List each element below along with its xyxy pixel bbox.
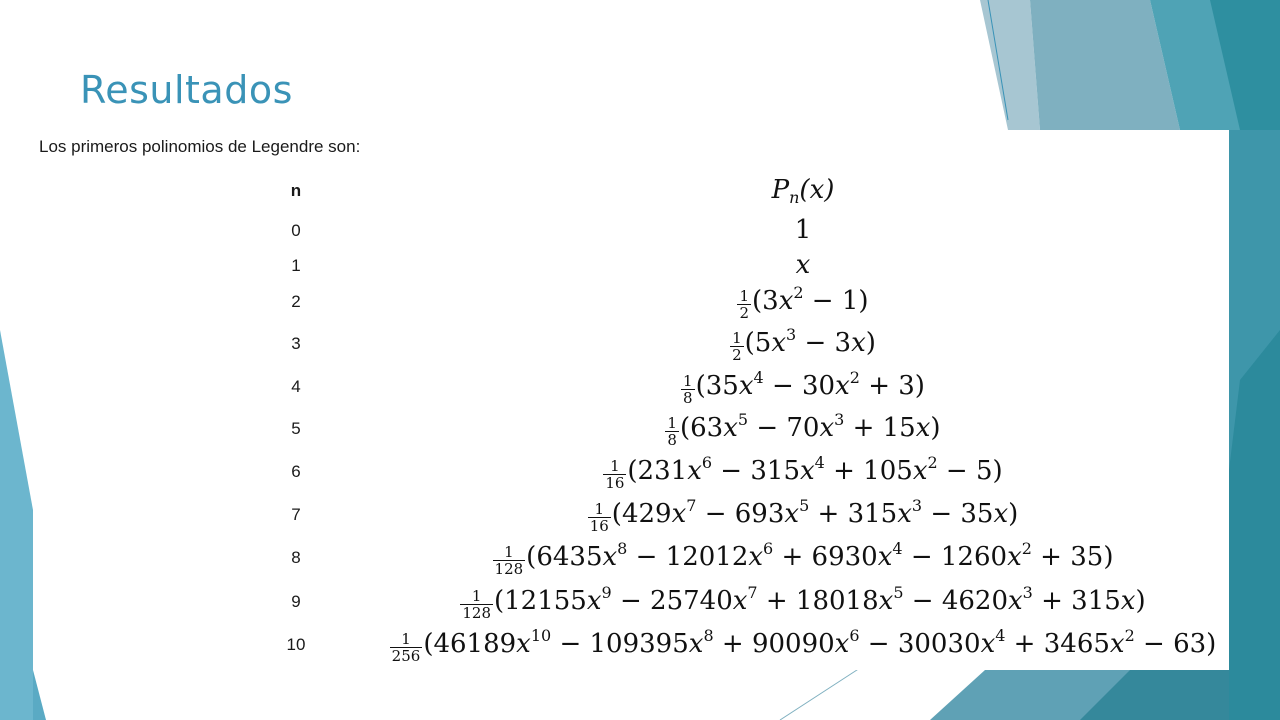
- fraction-denominator: 128: [462, 604, 491, 622]
- coefficient-fraction: [737, 288, 751, 321]
- variable-x: x: [834, 629, 850, 659]
- exponent: 3: [786, 325, 797, 344]
- variable-x: x: [738, 371, 754, 401]
- poly-term: − 63): [1134, 629, 1217, 659]
- variable-x: x: [687, 456, 702, 486]
- poly-term: − 3: [796, 328, 852, 358]
- poly-term: − 4620: [903, 586, 1008, 616]
- fraction-numerator: 1: [739, 287, 749, 305]
- fraction-numerator: 1: [683, 372, 693, 390]
- fraction-numerator: 1: [732, 329, 742, 347]
- variable-x: x: [912, 456, 928, 486]
- fraction-numerator: 1: [460, 588, 493, 605]
- exponent: 8: [703, 626, 714, 645]
- row-n-value: 8: [291, 548, 301, 567]
- variable-x: x: [915, 413, 931, 443]
- poly-term: − 5): [937, 456, 1003, 486]
- left-sliver: [0, 330, 33, 720]
- fraction-denominator: 16: [605, 474, 625, 492]
- coefficient-fraction: [603, 458, 626, 491]
- fraction-numerator: 1: [493, 544, 526, 561]
- row-polynomial: [318, 496, 1280, 535]
- poly-term: + 18018: [757, 586, 879, 616]
- fraction-denominator: 8: [683, 389, 693, 407]
- fraction-numerator: 1: [390, 631, 423, 648]
- poly-term: − 1): [803, 286, 869, 316]
- poly-term: + 90090: [713, 629, 835, 659]
- fraction-numerator: 1: [588, 501, 611, 518]
- exponent: 2: [793, 283, 804, 302]
- fraction-denominator: 128: [494, 560, 524, 578]
- exponent: 3: [1022, 583, 1033, 602]
- column-header-n: n: [290, 181, 302, 200]
- variable-x: x: [1007, 542, 1022, 572]
- variable-x: x: [732, 586, 748, 616]
- variable-x: x: [771, 328, 787, 358]
- exponent: 9: [601, 583, 612, 602]
- row-polynomial: [318, 250, 1280, 280]
- coefficient-fraction: [665, 415, 679, 448]
- exponent: 6: [849, 626, 860, 645]
- intro-text: Los primeros polinomios de Legendre son:: [39, 137, 361, 156]
- exponent: 7: [747, 583, 758, 602]
- variable-x: x: [878, 586, 894, 616]
- poly-term: − 315: [712, 456, 800, 486]
- variable-x: x: [784, 499, 800, 529]
- poly-term: ): [1008, 499, 1019, 529]
- poly-term: (12155: [494, 586, 587, 616]
- poly-term: + 105: [824, 456, 913, 486]
- poly-term: + 35): [1031, 542, 1114, 572]
- row-n-value: 4: [291, 377, 301, 396]
- poly-term: + 315: [809, 499, 898, 529]
- poly-term: − 70: [748, 413, 820, 443]
- variable-x: x: [897, 499, 912, 529]
- row-n-value: 3: [291, 334, 301, 353]
- coefficient-fraction: [681, 373, 695, 406]
- poly-term: − 693: [696, 499, 785, 529]
- poly-term: (46189: [423, 629, 517, 659]
- poly-term: + 3): [859, 371, 925, 401]
- poly-term: 1: [794, 215, 812, 245]
- variable-x: x: [723, 413, 738, 443]
- variable-x: x: [778, 286, 794, 316]
- variable-x: x: [835, 371, 850, 401]
- variable-x: x: [1120, 586, 1136, 616]
- variable-x: x: [671, 499, 687, 529]
- variable-x: x: [688, 629, 704, 659]
- row-n-value: 7: [291, 505, 301, 524]
- poly-term: − 109395: [551, 629, 689, 659]
- variable-x: x: [795, 250, 811, 280]
- row-polynomial: [318, 410, 1280, 449]
- variable-x: x: [1109, 629, 1125, 659]
- exponent: 8: [617, 539, 628, 558]
- header-p-symbol: P: [771, 175, 790, 205]
- row-polynomial: [318, 215, 1280, 245]
- poly-term: − 30: [763, 371, 836, 401]
- coefficient-fraction: [730, 330, 744, 363]
- exponent: 4: [814, 453, 825, 472]
- fraction-denominator: 2: [732, 346, 742, 364]
- exponent: 5: [799, 496, 810, 515]
- row-polynomial: [318, 539, 1280, 578]
- column-header-pn: [318, 175, 1280, 205]
- poly-term: + 6930: [773, 542, 878, 572]
- poly-term: ): [1135, 586, 1146, 616]
- row-polynomial: [318, 368, 1280, 407]
- fraction-denominator: 256: [391, 647, 421, 665]
- variable-x: x: [516, 629, 531, 659]
- header-p-subscript: n: [789, 188, 800, 207]
- exponent: 10: [530, 626, 552, 645]
- exponent: 2: [927, 453, 938, 472]
- facet-pale: [980, 0, 1040, 130]
- variable-x: x: [1007, 586, 1023, 616]
- variable-x: x: [877, 542, 893, 572]
- fraction-denominator: 16: [589, 517, 609, 535]
- fraction-numerator: 1: [667, 414, 677, 432]
- exponent: 3: [834, 410, 845, 429]
- coefficient-fraction: [588, 501, 611, 534]
- exponent: 2: [849, 368, 860, 387]
- row-polynomial: [318, 626, 1280, 665]
- poly-term: − 35: [922, 499, 994, 529]
- poly-term: + 315: [1032, 586, 1121, 616]
- variable-x: x: [800, 456, 815, 486]
- poly-term: (5: [744, 328, 772, 358]
- variable-x: x: [586, 586, 602, 616]
- left-sliver-bottom: [33, 670, 46, 720]
- exponent: 2: [1021, 539, 1032, 558]
- exponent: 4: [753, 368, 764, 387]
- exponent: 3: [911, 496, 923, 515]
- fraction-denominator: 8: [667, 431, 677, 449]
- coefficient-fraction: [493, 544, 526, 577]
- exponent: 5: [893, 583, 904, 602]
- exponent: 6: [701, 453, 713, 472]
- legendre-table-image: [33, 131, 1229, 670]
- row-n-value: 10: [286, 635, 306, 654]
- fraction-numerator: 1: [603, 458, 626, 475]
- variable-x: x: [851, 328, 866, 358]
- row-n-value: 5: [291, 419, 301, 438]
- variable-x: x: [993, 499, 1009, 529]
- fraction-denominator: 2: [739, 304, 749, 322]
- row-n-value: 1: [291, 256, 301, 275]
- poly-term: − 1260: [902, 542, 1008, 572]
- row-n-value: 6: [291, 462, 301, 481]
- row-polynomial: [318, 325, 1280, 364]
- poly-term: (6435: [526, 542, 603, 572]
- poly-term: (35: [695, 371, 739, 401]
- exponent: 4: [995, 626, 1006, 645]
- poly-term: ): [865, 328, 876, 358]
- variable-x: x: [602, 542, 618, 572]
- row-polynomial: [318, 453, 1280, 492]
- row-polynomial: [318, 283, 1280, 322]
- row-n-value: 0: [291, 221, 301, 240]
- slide-title: Resultados: [80, 68, 293, 112]
- exponent: 6: [763, 539, 774, 558]
- variable-x: x: [748, 542, 764, 572]
- accent-line-bottom: [780, 668, 860, 720]
- exponent: 4: [892, 539, 903, 558]
- poly-term: + 3465: [1005, 629, 1110, 659]
- coefficient-fraction: [460, 588, 493, 621]
- poly-term: − 30030: [859, 629, 981, 659]
- poly-term: − 12012: [627, 542, 749, 572]
- variable-x: x: [819, 413, 835, 443]
- poly-term: + 15: [844, 413, 916, 443]
- poly-term: (231: [627, 456, 688, 486]
- row-polynomial: [318, 583, 1280, 622]
- poly-term: (3: [752, 286, 779, 316]
- header-p-argument: (x): [799, 175, 835, 205]
- poly-term: (63: [679, 413, 724, 443]
- coefficient-fraction: [390, 631, 423, 664]
- row-n-value: 9: [291, 592, 301, 611]
- exponent: 7: [686, 496, 697, 515]
- poly-term: (429: [611, 499, 672, 529]
- variable-x: x: [980, 629, 996, 659]
- exponent: 2: [1124, 626, 1135, 645]
- poly-term: − 25740: [611, 586, 733, 616]
- row-n-value: 2: [291, 292, 301, 311]
- poly-term: ): [930, 413, 941, 443]
- exponent: 5: [737, 410, 749, 429]
